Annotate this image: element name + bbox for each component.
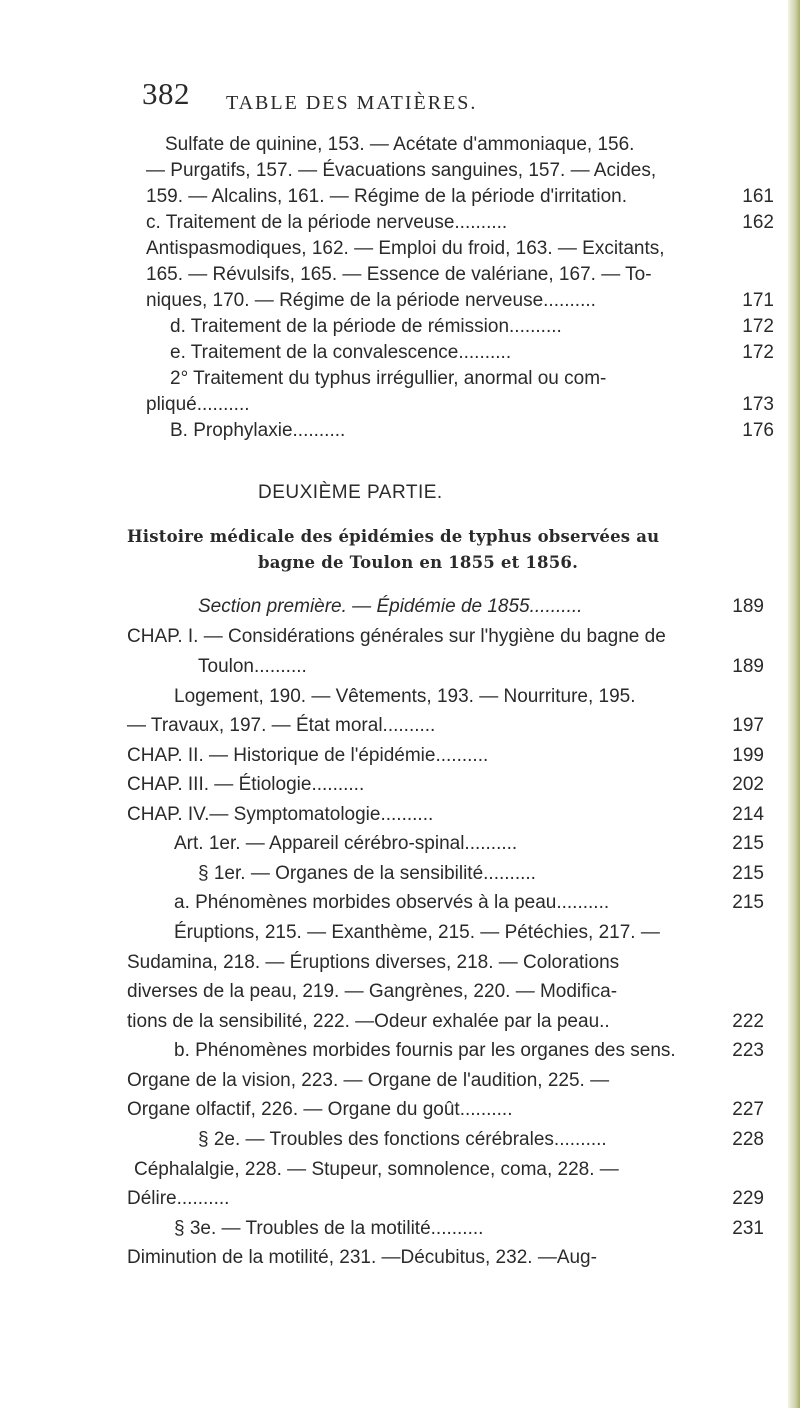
toc-line: — Travaux, 197. — État moral..........	[127, 715, 436, 736]
toc-line: diverses de la peau, 219. — Gangrènes, 220. — Modifica-	[127, 981, 618, 1002]
toc-line: Logement, 190. — Vêtements, 193. — Nourriture, 195.	[174, 686, 636, 707]
part-heading: DEUXIÈME PARTIE.	[258, 482, 443, 503]
toc-line: Organe olfactif, 226. — Organe du goût..........	[127, 1099, 513, 1120]
page-edge	[788, 0, 800, 1408]
part-title-line2: bagne de Toulon en 1855 et 1856.	[258, 553, 579, 572]
toc-line: b. Phénomènes morbides fournis par les organes des sens.	[174, 1040, 676, 1061]
toc-page: 172	[742, 342, 774, 363]
toc-page: 229	[732, 1188, 764, 1209]
toc-line: Section première. — Épidémie de 1855..........	[198, 596, 583, 617]
page-number: 382	[142, 76, 190, 111]
toc-line: § 2e. — Troubles des fonctions cérébrales..........	[198, 1129, 607, 1150]
toc-page: 222	[732, 1011, 764, 1032]
toc-page: 189	[732, 656, 764, 677]
toc-line: Délire..........	[127, 1188, 230, 1209]
toc-page: 176	[742, 420, 774, 441]
toc-page: 214	[732, 804, 764, 825]
toc-page: 223	[732, 1040, 764, 1061]
toc-page: 227	[732, 1099, 764, 1120]
toc-page: 173	[742, 394, 774, 415]
toc-line: Antispasmodiques, 162. — Emploi du froid, 163. — Excitants,	[146, 238, 665, 259]
toc-line: c. Traitement de la période nerveuse..........	[146, 212, 508, 233]
toc-line: Éruptions, 215. — Exanthème, 215. — Pétéchies, 217. —	[174, 922, 660, 943]
toc-line: CHAP. IV.— Symptomatologie..........	[127, 804, 434, 825]
toc-line: pliqué..........	[146, 394, 250, 415]
toc-line: 165. — Révulsifs, 165. — Essence de valériane, 167. — To-	[146, 264, 652, 285]
toc-page: 171	[742, 290, 774, 311]
toc-line: d. Traitement de la période de rémission..........	[170, 316, 562, 337]
toc-page: 202	[732, 774, 764, 795]
toc-page: 228	[732, 1129, 764, 1150]
toc-page: 197	[732, 715, 764, 736]
toc-line: CHAP. III. — Étiologie..........	[127, 774, 365, 795]
toc-line: 159. — Alcalins, 161. — Régime de la période d'irritation.	[146, 186, 627, 207]
toc-page: 199	[732, 745, 764, 766]
toc-line: e. Traitement de la convalescence..........	[170, 342, 512, 363]
part-title-line1: Histoire médicale des épidémies de typhus observées au	[127, 527, 660, 546]
toc-line: CHAP. I. — Considérations générales sur l'hygiène du bagne de	[127, 626, 666, 647]
toc-line: § 3e. — Troubles de la motilité..........	[174, 1218, 484, 1239]
toc-line: B. Prophylaxie..........	[170, 420, 346, 441]
toc-page: 172	[742, 316, 774, 337]
toc-page: 162	[742, 212, 774, 233]
toc-line: Organe de la vision, 223. — Organe de l'audition, 225. —	[127, 1070, 610, 1091]
toc-line: tions de la sensibilité, 222. —Odeur exhalée par la peau..	[127, 1011, 610, 1032]
toc-line: niques, 170. — Régime de la période nerveuse..........	[146, 290, 596, 311]
toc-line: — Purgatifs, 157. — Évacuations sanguines, 157. — Acides,	[146, 160, 657, 181]
running-head: TABLE DES MATIÈRES.	[226, 92, 478, 114]
toc-line: Art. 1er. — Appareil cérébro-spinal..........	[174, 833, 518, 854]
toc-page: 215	[732, 833, 764, 854]
toc-line: CHAP. II. — Historique de l'épidémie..........	[127, 745, 489, 766]
toc-line: Sudamina, 218. — Éruptions diverses, 218. — Colorations	[127, 952, 620, 973]
toc-line: Céphalalgie, 228. — Stupeur, somnolence, coma, 228. —	[134, 1159, 619, 1180]
toc-page: 215	[732, 863, 764, 884]
toc-page: 215	[732, 892, 764, 913]
toc-line: Toulon..........	[198, 656, 307, 677]
toc-page: 161	[742, 186, 774, 207]
toc-line: § 1er. — Organes de la sensibilité..........	[198, 863, 536, 884]
toc-line: Sulfate de quinine, 153. — Acétate d'ammoniaque, 156.	[165, 134, 635, 155]
toc-line: a. Phénomènes morbides observés à la peau..........	[174, 892, 610, 913]
toc-line: Diminution de la motilité, 231. —Décubitus, 232. —Aug-	[127, 1247, 597, 1268]
toc-line: 2° Traitement du typhus irrégullier, anormal ou com-	[170, 368, 607, 389]
toc-page: 231	[732, 1218, 764, 1239]
toc-page: 189	[732, 596, 764, 617]
